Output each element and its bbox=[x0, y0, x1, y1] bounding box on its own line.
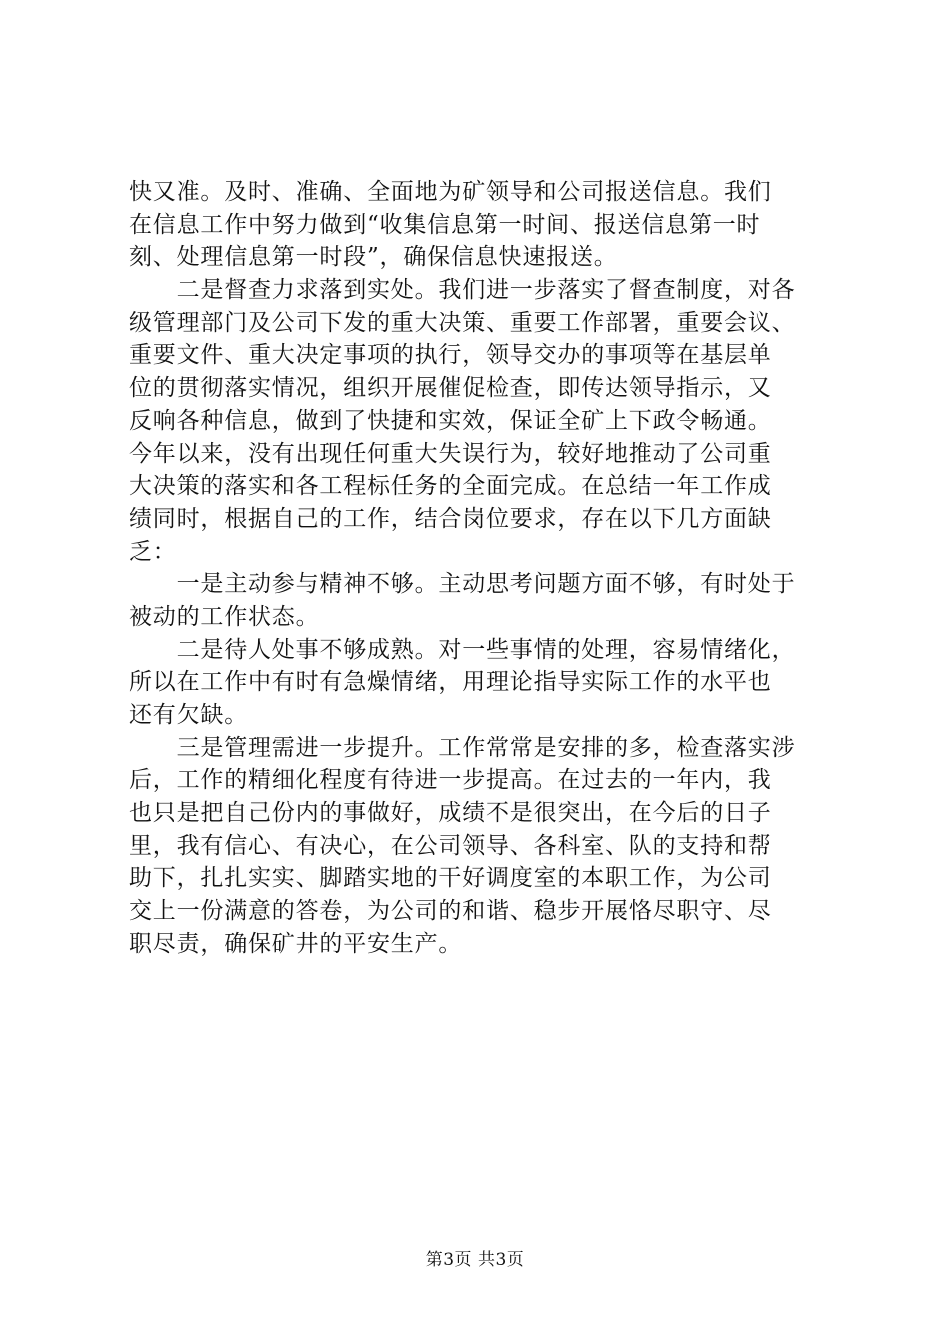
text-line: 位的贯彻落实情况，组织开展催促检查，即传达领导指示，又 bbox=[129, 375, 772, 402]
page-number: 第3页 共3页 bbox=[425, 1250, 525, 1270]
text-line: 二是督查力求落到实处。我们进一步落实了督查制度，对各 bbox=[129, 277, 796, 304]
text-line: 交上一份满意的答卷，为公司的和谐、稳步开展恪尽职守、尽 bbox=[129, 898, 772, 925]
text-line: 后，工作的精细化程度有待进一步提高。在过去的一年内，我 bbox=[129, 767, 772, 794]
text-line: 重要文件、重大决定事项的执行，领导交办的事项等在基层单 bbox=[129, 342, 772, 369]
text-line: 乏： bbox=[129, 538, 177, 565]
text-line: 里，我有信心、有决心，在公司领导、各科室、队的支持和帮 bbox=[129, 832, 772, 859]
text-line: 快又准。及时、准确、全面地为矿领导和公司报送信息。我们 bbox=[129, 179, 772, 205]
text-line: 助下，扎扎实实、脚踏实地的干好调度室的本职工作，为公司 bbox=[129, 865, 772, 892]
text-line: 绩同时，根据自己的工作，结合岗位要求，存在以下几方面缺 bbox=[129, 505, 772, 532]
page-footer bbox=[0, 1245, 950, 1270]
text-line: 三是管理需进一步提升。工作常常是安排的多，检查落实涉 bbox=[129, 734, 796, 761]
text-line: 反响各种信息，做到了快捷和实效，保证全矿上下政令畅通。 bbox=[129, 407, 772, 434]
text-line: 在信息工作中努力做到“收集信息第一时间、报送信息第一时 bbox=[129, 211, 761, 238]
text-line: 所以在工作中有时有急燥情绪，用理论指导实际工作的水平也 bbox=[129, 669, 772, 696]
text-line: 职尽责，确保矿井的平安生产。 bbox=[129, 930, 463, 957]
text-line: 被动的工作状态。 bbox=[129, 603, 320, 630]
text-line: 今年以来，没有出现任何重大失误行为，较好地推动了公司重 bbox=[129, 440, 772, 467]
text-line: 大决策的落实和各工程标任务的全面完成。在总结一年工作成 bbox=[129, 473, 772, 500]
text-line: 还有欠缺。 bbox=[129, 702, 248, 728]
text-line: 二是待人处事不够成熟。对一些事情的处理，容易情绪化， bbox=[129, 636, 796, 663]
text-line: 级管理部门及公司下发的重大决策、重要工作部署，重要会议、 bbox=[129, 309, 796, 336]
text-line: 一是主动参与精神不够。主动思考问题方面不够，有时处于 bbox=[129, 571, 796, 598]
text-line: 也只是把自己份内的事做好，成绩不是很突出，在今后的日子 bbox=[129, 800, 772, 827]
text-line: 刻、处理信息第一时段”，确保信息快速报送。 bbox=[129, 244, 618, 271]
body-text bbox=[129, 176, 829, 961]
